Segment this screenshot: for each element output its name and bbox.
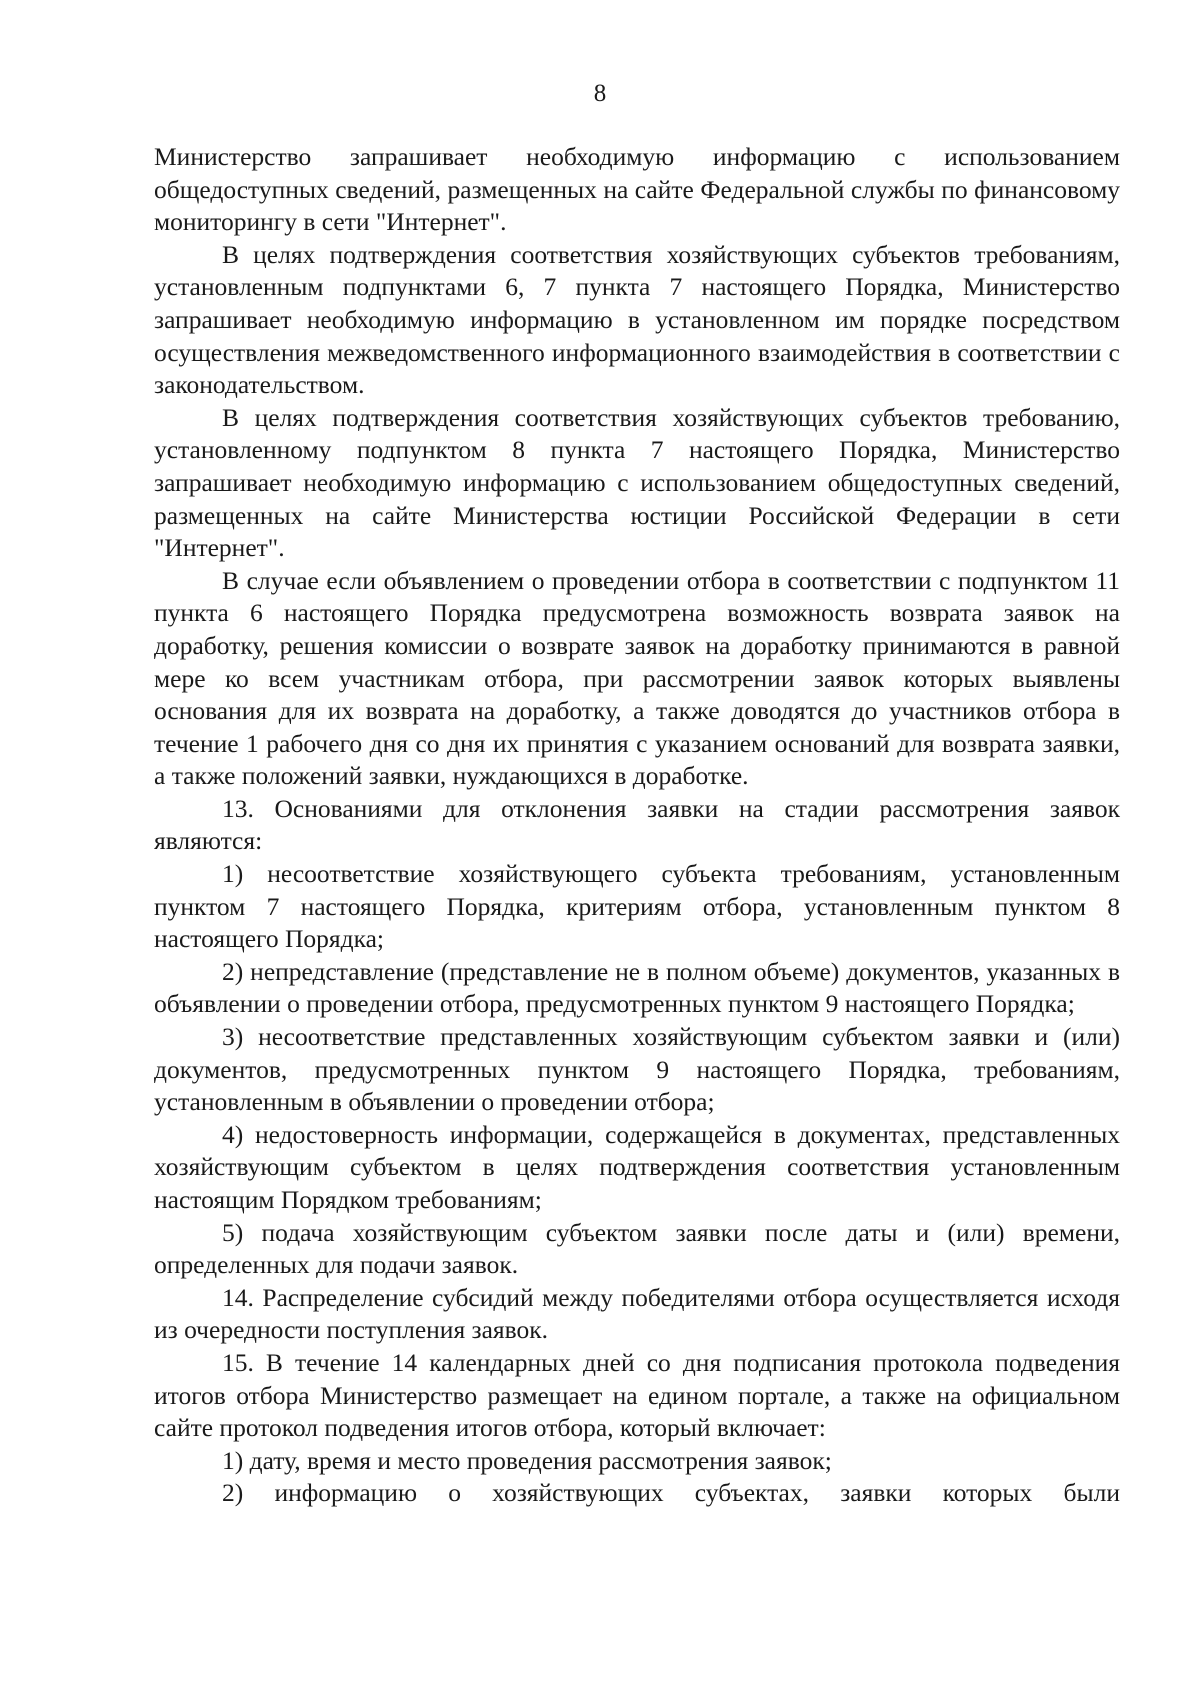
paragraph-return-for-revision: В случае если объявлением о проведении отбора в соответствии с подпунктом 11 пункта 6 настоящего Порядка предусмотрена возможность возврата заявок на доработку, решения комиссии о возврате заявок на доработку принимаются в равной мере ко всем участникам отбора, при рассмотрении заявок которых выявлены основания для их возврата на доработку, а также доводятся до участников отбора в течение 1 рабочего дня со дня их принятия с указанием оснований для возврата заявки, а также положений заявки, нуждающихся в доработке. <box>154 565 1120 791</box>
clause-13-item-2: 2) непредставление (представление не в полном объеме) документов, указанных в объявлении о проведении отбора, предусмотренных пунктом 9 настоящего Порядка; <box>154 956 1120 1019</box>
paragraph-verification-6-7: В целях подтверждения соответствия хозяйствующих субъектов требованиям, установленным подпунктами 6, 7 пункта 7 настоящего Порядка, Министерство запрашивает необходимую информацию в установленном им порядке посредством осуществления межведомственного информационного взаимодействия в соответствии с законодательством. <box>154 239 1120 400</box>
document-body <box>154 141 1120 1510</box>
clause-13-item-5: 5) подача хозяйствующим субъектом заявки после даты и (или) времени, определенных для подачи заявок. <box>154 1217 1120 1280</box>
clause-15-item-2: 2) информацию о хозяйствующих субъектах, заявки которых были <box>222 1478 1120 1508</box>
clause-14: 14. Распределение субсидий между победителями отбора осуществляется исходя из очередности поступления заявок. <box>154 1282 1120 1345</box>
clause-15-item-1: 1) дату, время и место проведения рассмотрения заявок; <box>222 1445 832 1475</box>
paragraph-continuation: Министерство запрашивает необходимую информацию с использованием общедоступных сведений, размещенных на сайте Федеральной службы по финансовому мониторингу в сети "Интернет". <box>154 142 1120 237</box>
paragraph-verification-8: В целях подтверждения соответствия хозяйствующих субъектов требованию, установленному подпунктом 8 пункта 7 настоящего Порядка, Министерство запрашивает необходимую информацию с использованием общедоступных сведений, размещенных на сайте Министерства юстиции Российской Федерации в сети "Интернет". <box>154 402 1120 563</box>
clause-13-heading: 13. Основаниями для отклонения заявки на стадии рассмотрения заявок являются: <box>154 793 1120 856</box>
clause-13-item-3: 3) несоответствие представленных хозяйствующим субъектом заявки и (или) документов, предусмотренных пунктом 9 настоящего Порядка, требованиям, установленным в объявлении о проведении отбора; <box>154 1022 1120 1117</box>
clause-13-item-1: 1) несоответствие хозяйствующего субъекта требованиям, установленным пунктом 7 настоящего Порядка, критериям отбора, установленным пунктом 8 настоящего Порядка; <box>154 859 1120 954</box>
clause-13-item-4: 4) недостоверность информации, содержащейся в документах, представленных хозяйствующим субъектом в целях подтверждения соответствия установленным настоящим Порядком требованиям; <box>154 1119 1120 1214</box>
clause-15: 15. В течение 14 календарных дней со дня подписания протокола подведения итогов отбора Министерство размещает на едином портале, а также на официальном сайте протокол подведения итогов отбора, который включает: <box>154 1347 1120 1443</box>
page-number: 8 <box>593 80 607 107</box>
